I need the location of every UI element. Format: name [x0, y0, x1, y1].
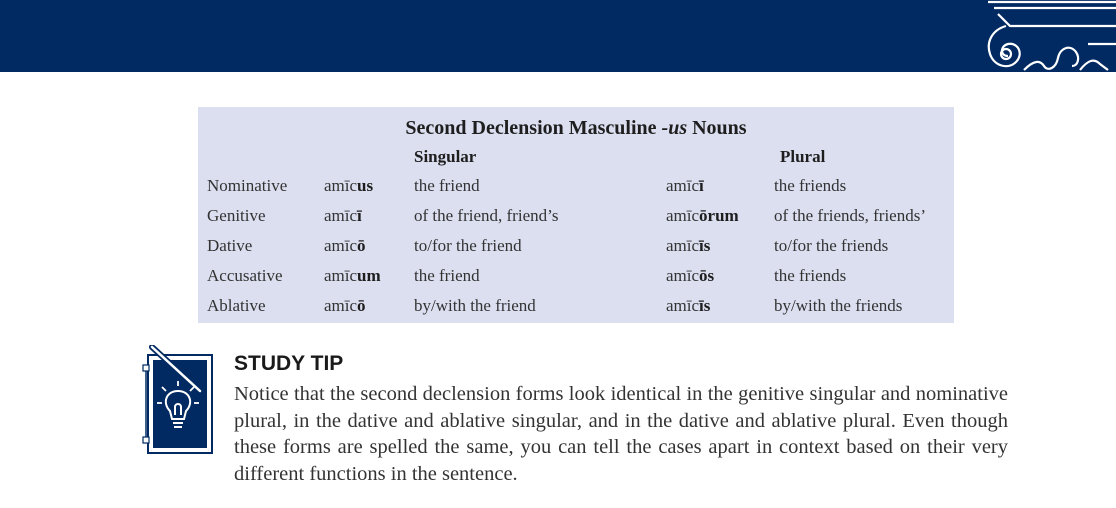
- case-name: Nominative: [207, 176, 288, 195]
- singular-form: amīcum: [324, 266, 381, 285]
- plural-form: amīcī: [666, 176, 704, 195]
- ionic-column-capital-icon: [984, 0, 1116, 80]
- case-name: Dative: [207, 236, 253, 255]
- singular-form: amīcus: [324, 176, 374, 195]
- table-row: [198, 296, 954, 324]
- case-name: Accusative: [207, 266, 283, 285]
- header-banner: [0, 0, 1116, 72]
- plural-form: amīcīs: [666, 296, 711, 315]
- singular-form: amīcī: [324, 206, 362, 225]
- singular-translation: the friend: [414, 176, 480, 195]
- table-row: [198, 266, 954, 294]
- plural-translation: of the friends, friends’: [774, 206, 927, 225]
- singular-form: amīcō: [324, 236, 366, 255]
- plural-translation: the friends: [774, 266, 847, 285]
- lightbulb-icon: [140, 345, 216, 457]
- singular-translation: to/for the friend: [414, 236, 522, 255]
- plural-translation: to/for the friends: [774, 236, 889, 255]
- plural-form: amīcōs: [666, 266, 715, 285]
- case-name: Genitive: [207, 206, 266, 225]
- plural-translation: by/with the friends: [774, 296, 903, 315]
- table-row: [198, 236, 954, 264]
- singular-translation: of the friend, friend’s: [414, 206, 559, 225]
- column-header-singular: Singular: [414, 147, 477, 166]
- plural-translation: the friends: [774, 176, 847, 195]
- plural-form: amīcōrum: [666, 206, 739, 225]
- singular-translation: the friend: [414, 266, 480, 285]
- singular-translation: by/with the friend: [414, 296, 536, 315]
- study-tip-heading: STUDY TIP: [234, 352, 344, 375]
- table-row: [198, 206, 954, 234]
- case-name: Ablative: [207, 296, 266, 315]
- study-tip-text: Notice that the second declension forms look identical in the genitive singular and nominative plural, in the dative and ablative singular, and in the dative and ablative plural. Even though these forms are spelled the same, you can tell the cases apart in context based on their very different functions in the sentence.: [234, 383, 1008, 485]
- singular-form: amīcō: [324, 296, 366, 315]
- plural-form: amīcīs: [666, 236, 711, 255]
- column-header-plural: Plural: [780, 147, 826, 166]
- table-row: [198, 176, 954, 204]
- declension-table: [198, 107, 954, 323]
- table-title: Second Declension Masculine -us Nouns: [405, 117, 747, 139]
- title-ending: -us: [661, 117, 688, 139]
